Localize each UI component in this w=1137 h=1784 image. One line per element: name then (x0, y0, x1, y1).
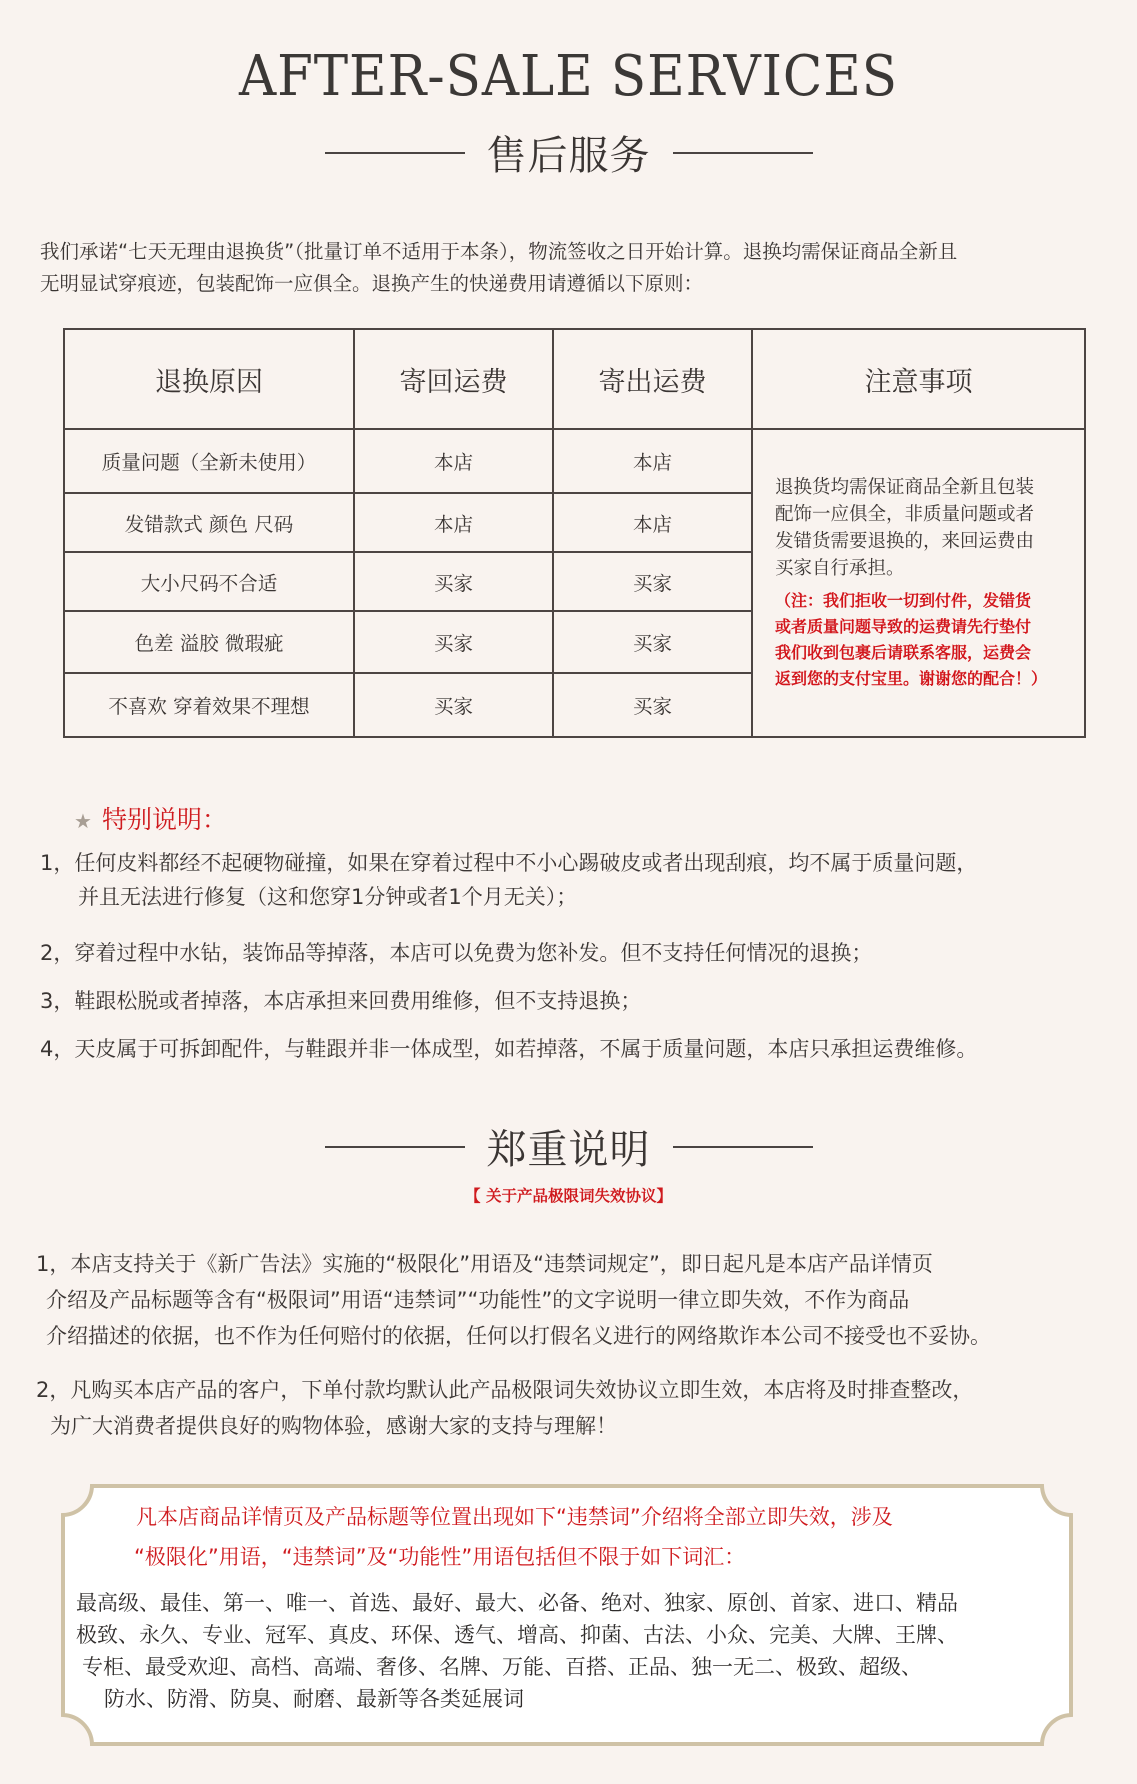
cell-return-fee: 买家 (354, 673, 553, 737)
header-send-fee: 寄出运费 (553, 329, 752, 429)
cell-send-fee: 买家 (553, 673, 752, 737)
section-header-legal (0, 1118, 1137, 1175)
header-notes: 注意事项 (752, 329, 1085, 429)
cell-return-fee: 买家 (354, 552, 553, 611)
cell-send-fee: 本店 (553, 429, 752, 493)
legal-paragraph-1 (36, 1246, 1131, 1354)
divider-right (673, 1146, 813, 1148)
special-title-text: 特别说明： (101, 805, 227, 834)
banned-words-box (60, 1483, 1074, 1747)
notes-line: 退换货均需保证商品全新且包装 (775, 477, 1035, 498)
divider-left (325, 1146, 465, 1148)
header-reason: 退换原因 (64, 329, 354, 429)
notes-line: 买家自行承担。 (775, 558, 905, 579)
notes-line: 配饰一应俱全，非质量问题或者 (775, 504, 1035, 525)
words-line: 最高级、最佳、第一、唯一、首选、最好、最大、必备、绝对、独家、原创、首家、进口、精品 (76, 1591, 958, 1615)
banned-words-lead (136, 1497, 893, 1577)
list-item: 2，穿着过程中水钻，装饰品等掉落，本店可以免费为您补发。但不支持任何情况的退换； (40, 941, 873, 965)
paragraph-line: 介绍描述的依据，也不作为任何赔付的依据，任何以打假名义进行的网络欺诈本公司不接受也不妥协。 (46, 1324, 991, 1348)
lead-line: 凡本店商品详情页及产品标题等位置出现如下“违禁词”介绍将全部立即失效，涉及 (136, 1505, 893, 1529)
divider-right (673, 152, 813, 154)
paragraph-line: 1，本店支持关于《新广告法》实施的“极限化”用语及“违禁词规定”，即日起凡是本店产品详情页 (36, 1252, 933, 1276)
cell-send-fee: 买家 (553, 552, 752, 611)
warning-line: （注：我们拒收一切到付件，发错货 (775, 591, 1032, 610)
cell-send-fee: 本店 (553, 493, 752, 552)
divider-left (325, 152, 465, 154)
cell-notes (752, 429, 1085, 737)
paragraph-line: 2，凡购买本店产品的客户，下单付款均默认此产品极限词失效协议立即生效，本店将及时排查整改， (36, 1378, 974, 1402)
legal-title: 郑重说明 (486, 1127, 651, 1173)
special-notes-list (40, 846, 1130, 1066)
cell-reason: 质量问题（全新未使用） (64, 429, 354, 493)
list-item-line: 1，任何皮料都经不起硬物碰撞，如果在穿着过程中不小心踢破皮或者出现刮痕，均不属于质量问题， (40, 851, 978, 875)
warning-line: 返到您的支付宝里。谢谢您的配合！） (775, 669, 1048, 688)
words-line: 专柜、最受欢迎、高档、高端、奢侈、名牌、万能、百搭、正品、独一无二、极致、超级、 (82, 1655, 922, 1679)
intro-line-1: 我们承诺“七天无理由退换货”（批量订单不适用于本条），物流签收之日开始计算。退换均需保证商品全新且 (40, 240, 958, 263)
cell-send-fee: 买家 (553, 611, 752, 673)
list-item (40, 846, 1130, 914)
page-title-en: AFTER-SALE SERVICES (238, 44, 899, 109)
special-notes-title (74, 800, 227, 836)
intro-text (40, 236, 1120, 300)
cell-return-fee: 本店 (354, 429, 553, 493)
intro-line-2: 无明显试穿痕迹，包装配饰一应俱全。退换产生的快递费用请遵循以下原则： (40, 272, 704, 295)
table-header-row (64, 329, 1085, 429)
words-line: 极致、永久、专业、冠军、真皮、环保、透气、增高、抑菌、古法、小众、完美、大牌、王牌、 (76, 1623, 958, 1647)
lead-line: “极限化”用语，“违禁词”及“功能性”用语包括但不限于如下词汇： (134, 1545, 746, 1569)
section-header-after-sale (0, 124, 1137, 181)
page-title-cn: 售后服务 (486, 133, 651, 179)
star-icon: ★ (74, 809, 92, 833)
cell-reason: 发错款式 颜色 尺码 (64, 493, 354, 552)
cell-reason: 不喜欢 穿着效果不理想 (64, 673, 354, 737)
table-row (64, 429, 1085, 493)
cell-reason: 色差 溢胶 微瑕疵 (64, 611, 354, 673)
warning-line: 我们收到包裹后请联系客服，运费会 (775, 643, 1032, 662)
cell-reason: 大小尺码不合适 (64, 552, 354, 611)
list-item-line: 并且无法进行修复（这和您穿1分钟或者1个月无关）； (78, 885, 578, 909)
header-return-fee: 寄回运费 (354, 329, 553, 429)
warning-line: 或者质量问题导致的运费请先行垫付 (775, 617, 1032, 636)
legal-paragraph-2 (36, 1372, 1131, 1444)
banned-words-list (76, 1587, 958, 1715)
legal-subtitle: 【 关于产品极限词失效协议】 (465, 1187, 672, 1205)
refund-policy-table (63, 328, 1086, 738)
paragraph-line: 为广大消费者提供良好的购物体验，感谢大家的支持与理解！ (50, 1414, 617, 1438)
list-item: 4，天皮属于可拆卸配件，与鞋跟并非一体成型，如若掉落，不属于质量问题，本店只承担运费维修。 (40, 1037, 978, 1061)
words-line: 防水、防滑、防臭、耐磨、最新等各类延展词 (104, 1687, 524, 1711)
cell-return-fee: 买家 (354, 611, 553, 673)
notes-main (775, 474, 1072, 582)
notes-warning (775, 588, 1072, 692)
legal-paragraphs (36, 1246, 1131, 1444)
notes-line: 发错货需要退换的，来回运费由 (775, 531, 1035, 552)
paragraph-line: 介绍及产品标题等含有“极限词”用语“违禁词”“功能性”的文字说明一律立即失效，不作为商品 (46, 1288, 910, 1312)
banned-words-content (60, 1483, 1074, 1747)
list-item: 3，鞋跟松脱或者掉落，本店承担来回费用维修，但不支持退换； (40, 989, 642, 1013)
cell-return-fee: 本店 (354, 493, 553, 552)
